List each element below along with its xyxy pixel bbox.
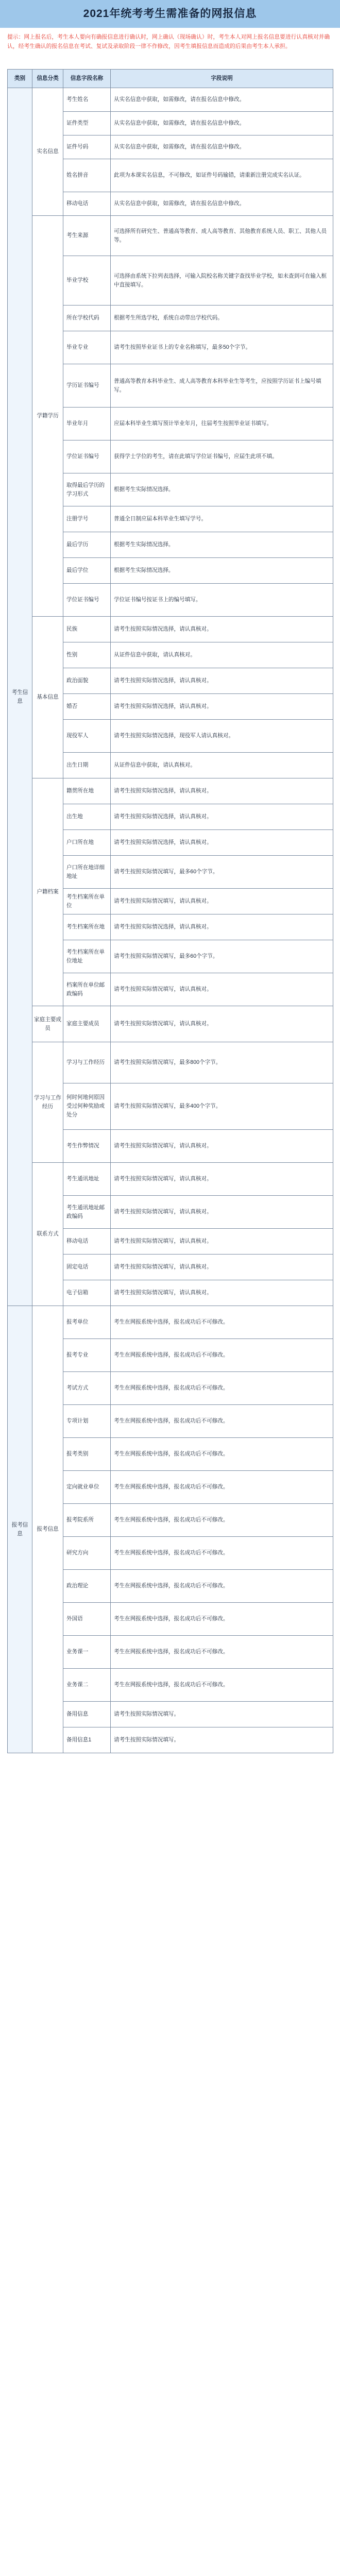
field-desc-cell: 请考生按照实际情况选择，现役军人请认真核对。 (111, 720, 333, 753)
field-desc-cell: 考生在网报系统中选择，报名成功后不可修改。 (111, 1603, 333, 1636)
field-name-cell: 学习与工作经历 (63, 1042, 111, 1083)
field-desc-cell: 从实名信息中获取，如需修改，请在报名信息中修改。 (111, 88, 333, 112)
field-desc-cell: 请考生按照实际情况选择，请认真核对。 (111, 778, 333, 804)
table-row (8, 778, 333, 804)
field-name-cell: 出生日期 (63, 753, 111, 778)
field-name-cell: 政治理论 (63, 1570, 111, 1603)
field-name-cell: 婚否 (63, 694, 111, 720)
field-name-cell: 民族 (63, 617, 111, 642)
field-desc-cell: 请考生按照实际情况填写。 (111, 1727, 333, 1753)
field-name-cell: 学位证书编号 (63, 440, 111, 473)
field-name-cell: 备用信息1 (63, 1727, 111, 1753)
field-name-cell: 现役军人 (63, 720, 111, 753)
table-row (8, 1006, 333, 1042)
field-name-cell: 毕业学校 (63, 256, 111, 306)
info-class-cell: 学籍学历 (32, 216, 63, 617)
field-desc-cell: 请考生按照实际情况填写，请认真核对。 (111, 1130, 333, 1163)
field-desc-cell: 请考生按照毕业证书上的专业名称填写，最多50个字节。 (111, 331, 333, 364)
field-desc-cell: 从实名信息中获取，如需修改，请在报名信息中修改。 (111, 192, 333, 216)
field-desc-cell: 请考生按照实际情况选择，请认真核对。 (111, 668, 333, 694)
table-row (8, 88, 333, 112)
field-name-cell: 固定电话 (63, 1255, 111, 1280)
field-name-cell: 出生地 (63, 804, 111, 830)
info-class-cell: 报考信息 (32, 1306, 63, 1753)
table-body (8, 88, 333, 1753)
field-name-cell: 性别 (63, 642, 111, 668)
field-name-cell: 考生档案所在单位 (63, 889, 111, 914)
field-desc-cell: 从实名信息中获取，如需修改，请在报名信息中修改。 (111, 112, 333, 135)
field-desc-cell: 从证件信息中获取，请认真核对。 (111, 753, 333, 778)
field-name-cell: 考试方式 (63, 1372, 111, 1405)
field-desc-cell: 此项为本课实名信息，不可修改，如证件号码输错，请重新注册完成实名认证。 (111, 159, 333, 192)
field-name-cell: 移动电话 (63, 192, 111, 216)
field-name-cell: 学历证书编号 (63, 364, 111, 408)
field-name-cell: 考生档案所在单位地址 (63, 940, 111, 973)
field-name-cell: 报考院系所 (63, 1504, 111, 1537)
info-class-cell: 户籍档案 (32, 778, 63, 1006)
field-name-cell: 报考单位 (63, 1306, 111, 1339)
field-name-cell: 籍贯所在地 (63, 778, 111, 804)
field-name-cell: 取得最后学历的学习形式 (63, 473, 111, 506)
field-name-cell: 家庭主要成员 (63, 1006, 111, 1042)
field-desc-cell: 请考生按照实际情况填写，请认真核对。 (111, 1196, 333, 1229)
field-desc-cell: 请考生按照实际情况填写，请认真核对。 (111, 1255, 333, 1280)
notice-text: 提示：网上报名后，考生本人要向有确报信息进行确认时，网上确认（现场确认）时，考生本人对网上报名信息要进行认真核对并确认，经考生确认的报名信息在考试、复试及录取阶段一律不作修改，因考生填报信息而造成的后果由考生本人承担。 (0, 28, 340, 69)
field-desc-cell: 请考生按照实际情况填写，最多60个字节。 (111, 856, 333, 889)
field-name-cell: 报考专业 (63, 1339, 111, 1372)
field-desc-cell: 考生在网报系统中选择，报名成功后不可修改。 (111, 1504, 333, 1537)
field-name-cell: 外国语 (63, 1603, 111, 1636)
field-name-cell: 最后学历 (63, 532, 111, 558)
field-desc-cell: 从实名信息中获取，如需修改，请在报名信息中修改。 (111, 135, 333, 159)
info-class-cell: 联系方式 (32, 1163, 63, 1306)
field-desc-cell: 考生在网报系统中选择，报名成功后不可修改。 (111, 1306, 333, 1339)
field-desc-cell: 根据考生实际情况选择。 (111, 532, 333, 558)
table-row (8, 1306, 333, 1339)
field-desc-cell: 考生在网报系统中选择，报名成功后不可修改。 (111, 1636, 333, 1669)
field-desc-cell: 根据考生实际情况选择。 (111, 473, 333, 506)
info-class-cell: 基本信息 (32, 617, 63, 778)
field-desc-cell: 请考生按照实际情况填写，最多800个字节。 (111, 1042, 333, 1083)
header-field-name: 信息字段名称 (63, 70, 111, 88)
field-name-cell: 证件类型 (63, 112, 111, 135)
field-name-cell: 研究方向 (63, 1537, 111, 1570)
table-row (8, 1163, 333, 1196)
field-name-cell: 何时何地何原因受过何种奖励或处分 (63, 1083, 111, 1130)
field-name-cell: 移动电话 (63, 1229, 111, 1255)
field-name-cell: 姓名拼音 (63, 159, 111, 192)
field-desc-cell: 请考生按照实际情况填写，请认真核对。 (111, 973, 333, 1006)
field-name-cell: 注册学号 (63, 506, 111, 532)
table-header (8, 70, 333, 88)
info-table (7, 69, 333, 1753)
field-name-cell: 考生通讯地址 (63, 1163, 111, 1196)
field-name-cell: 业务课二 (63, 1669, 111, 1702)
field-desc-cell: 请考生按照实际情况选择，请认真核对。 (111, 804, 333, 830)
field-name-cell: 专项计划 (63, 1405, 111, 1438)
field-desc-cell: 根据考生所选学校，系统自动带出学校代码。 (111, 306, 333, 331)
field-desc-cell: 请考生按照实际情况选择，请认真核对。 (111, 914, 333, 940)
field-name-cell: 最后学位 (63, 558, 111, 584)
field-desc-cell: 考生在网报系统中选择，报名成功后不可修改。 (111, 1339, 333, 1372)
field-name-cell: 毕业专业 (63, 331, 111, 364)
field-name-cell: 所在学校代码 (63, 306, 111, 331)
field-desc-cell: 请考生按照实际情况选择，请认真核对。 (111, 694, 333, 720)
page-title: 2021年统考考生需准备的网报信息 (0, 0, 340, 28)
field-desc-cell: 获得学士学位的考生，请在此填写学位证书编号，应届生此项不填。 (111, 440, 333, 473)
info-table-wrapper (0, 69, 340, 1753)
field-desc-cell: 应届本科毕业生填写预计毕业年月，往届考生按照毕业证书填写。 (111, 408, 333, 440)
field-desc-cell: 考生在网报系统中选择，报名成功后不可修改。 (111, 1372, 333, 1405)
field-name-cell: 档案所在单位邮政编码 (63, 973, 111, 1006)
field-name-cell: 考生姓名 (63, 88, 111, 112)
field-desc-cell: 请考生按照实际情况选择，请认真核对。 (111, 617, 333, 642)
field-name-cell: 户口所在地 (63, 830, 111, 856)
info-class-cell: 实名信息 (32, 88, 63, 216)
field-name-cell: 考生作弊情况 (63, 1130, 111, 1163)
info-class-cell: 学习与工作经历 (32, 1042, 63, 1163)
field-name-cell: 定向就业单位 (63, 1471, 111, 1504)
category-cell: 考生信息 (8, 88, 32, 1306)
field-desc-cell: 请考生按照实际情况填写，请认真核对。 (111, 1229, 333, 1255)
field-name-cell: 考生档案所在地 (63, 914, 111, 940)
field-name-cell: 毕业年月 (63, 408, 111, 440)
field-desc-cell: 考生在网报系统中选择，报名成功后不可修改。 (111, 1405, 333, 1438)
field-name-cell: 备用信息 (63, 1702, 111, 1727)
field-desc-cell: 请考生按照实际情况填写，请认真核对。 (111, 1163, 333, 1196)
field-name-cell: 考生来源 (63, 216, 111, 256)
header-category: 类别 (8, 70, 32, 88)
field-desc-cell: 请考生按照实际情况选择，请认真核对。 (111, 830, 333, 856)
header-field-desc: 字段说明 (111, 70, 333, 88)
table-row (8, 216, 333, 256)
table-row (8, 617, 333, 642)
field-desc-cell: 请考生按照实际情况填写，请认真核对。 (111, 889, 333, 914)
field-desc-cell: 学位证书编号按证书上的编号填写。 (111, 584, 333, 617)
field-desc-cell: 考生在网报系统中选择，报名成功后不可修改。 (111, 1669, 333, 1702)
field-desc-cell: 请考生按照实际情况填写，最多400个字节。 (111, 1083, 333, 1130)
info-class-cell: 家庭主要成员 (32, 1006, 63, 1042)
header-info-class: 信息分类 (32, 70, 63, 88)
field-desc-cell: 请考生按照实际情况填写。 (111, 1702, 333, 1727)
field-desc-cell: 考生在网报系统中选择，报名成功后不可修改。 (111, 1537, 333, 1570)
field-name-cell: 电子信箱 (63, 1280, 111, 1306)
field-name-cell: 户口所在地详细地址 (63, 856, 111, 889)
table-row (8, 1042, 333, 1083)
field-name-cell: 学位证书编号 (63, 584, 111, 617)
field-desc-cell: 可选择由系统下拉列表选择，可输入院校名称关键字查找毕业学校，如未查到可在输入框中直接填写。 (111, 256, 333, 306)
field-desc-cell: 考生在网报系统中选择，报名成功后不可修改。 (111, 1570, 333, 1603)
field-name-cell: 证件号码 (63, 135, 111, 159)
field-desc-cell: 从证件信息中获取，请认真核对。 (111, 642, 333, 668)
field-desc-cell: 普通高等教育本科毕业生、成人高等教育本科毕业生等考生，应按照学历证书上编号填写。 (111, 364, 333, 408)
field-desc-cell: 可选择所有研究生、普通高等教育、成人高等教育、其他教育系统人员、职工、其他人员等。 (111, 216, 333, 256)
field-desc-cell: 考生在网报系统中选择，报名成功后不可修改。 (111, 1438, 333, 1471)
field-desc-cell: 考生在网报系统中选择，报名成功后不可修改。 (111, 1471, 333, 1504)
category-cell: 报考信息 (8, 1306, 32, 1753)
field-desc-cell: 普通全日制应届本科毕业生填写学号。 (111, 506, 333, 532)
field-name-cell: 政治面貌 (63, 668, 111, 694)
field-desc-cell: 根据考生实际情况选择。 (111, 558, 333, 584)
field-desc-cell: 请考生按照实际情况填写，请认真核对。 (111, 1006, 333, 1042)
field-desc-cell: 请考生按照实际情况填写，最多60个字节。 (111, 940, 333, 973)
field-desc-cell: 请考生按照实际情况填写，请认真核对。 (111, 1280, 333, 1306)
field-name-cell: 考生通讯地址邮政编码 (63, 1196, 111, 1229)
field-name-cell: 报考类别 (63, 1438, 111, 1471)
field-name-cell: 业务课一 (63, 1636, 111, 1669)
